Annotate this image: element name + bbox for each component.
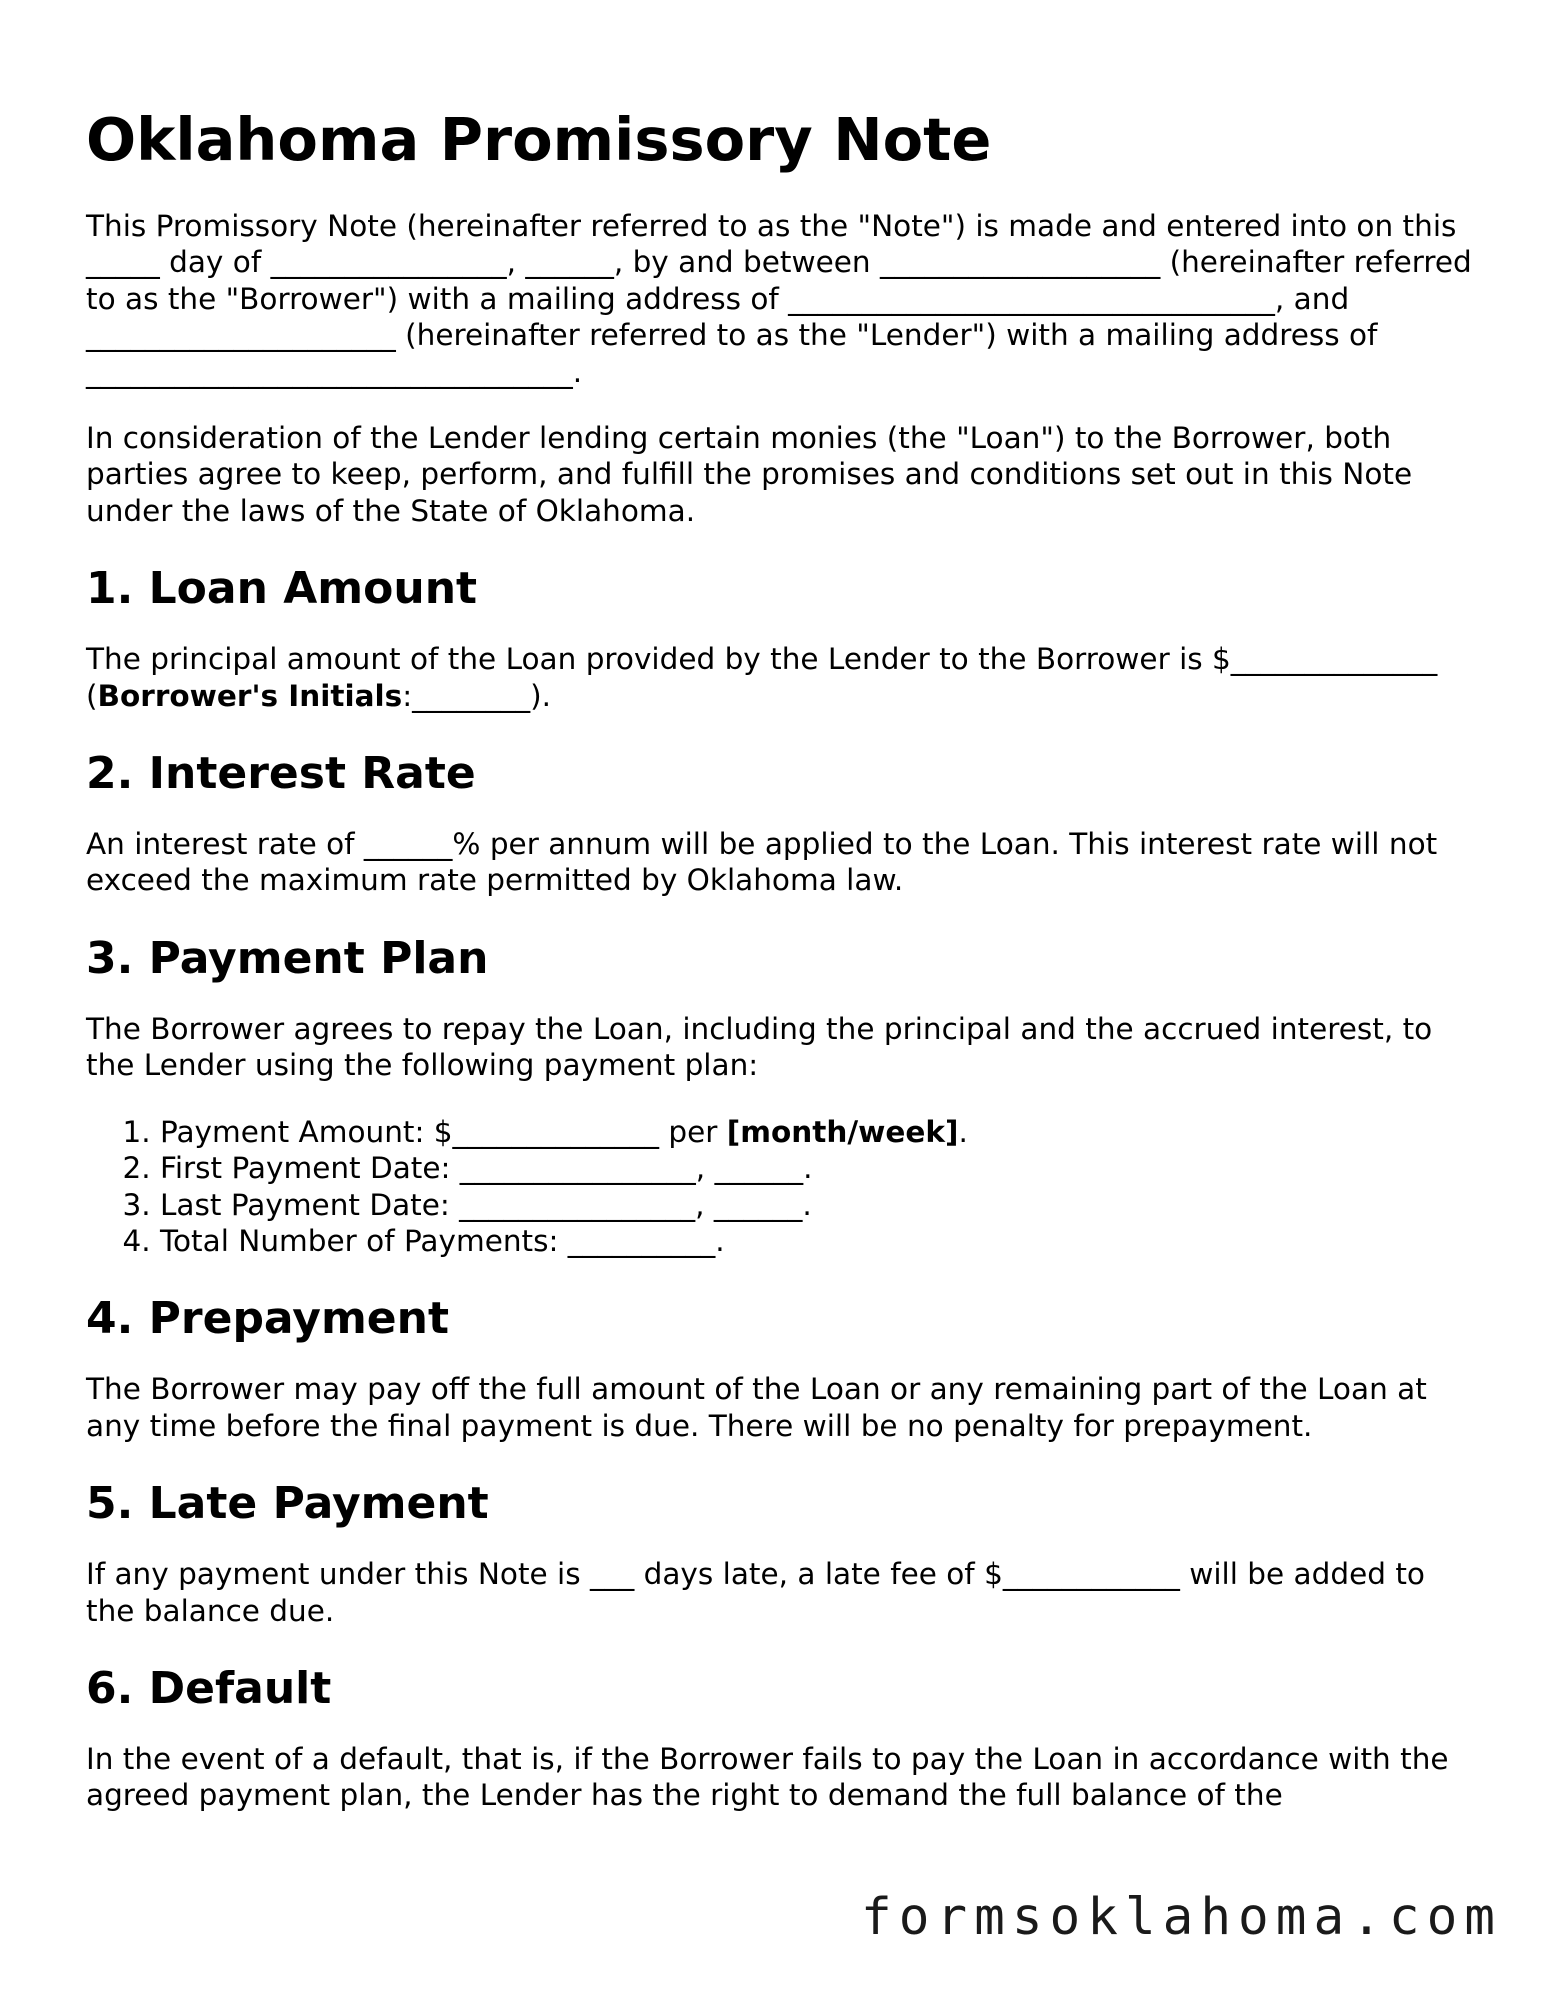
loan-amount-text-before: The principal amount of the Loan provided by the Lender to the Borrower is $______________ ( — [86, 642, 1438, 713]
list-item — [160, 1150, 1476, 1186]
document-page — [86, 100, 1476, 1844]
section-payment-plan — [86, 929, 1476, 1259]
list-item-after: . — [958, 1114, 968, 1149]
list-item — [160, 1114, 1476, 1150]
watermark-text: formsoklahoma.com — [861, 1888, 1502, 1947]
section-default — [86, 1659, 1476, 1814]
section-heading: 4. Prepayment — [86, 1293, 449, 1345]
list-item-text: Payment Amount: $______________ per — [160, 1114, 727, 1149]
section-prepayment — [86, 1289, 1476, 1444]
borrower-initials-label: Borrower's Initials — [97, 678, 403, 713]
loan-amount-text — [86, 641, 1476, 714]
list-item-text: Total Number of Payments: __________. — [160, 1223, 725, 1258]
section-heading: 6. Default — [86, 1662, 332, 1714]
default-text: In the event of a default, that is, if the Borrower fails to pay the Loan in accordance with the agreed payment plan, the Lender has the right to demand the full balance of the — [86, 1741, 1449, 1813]
list-item-text: First Payment Date: ________________, ______. — [160, 1151, 813, 1186]
list-item — [160, 1187, 1476, 1223]
section-heading: 1. Loan Amount — [86, 563, 478, 615]
section-interest-rate — [86, 744, 1476, 899]
prepayment-text: The Borrower may pay off the full amount of the Loan or any remaining part of the Loan at any time before the final payment is due. There will be no penalty for prepayment. — [86, 1372, 1427, 1443]
list-item — [160, 1223, 1476, 1259]
section-heading: 3. Payment Plan — [86, 932, 489, 984]
loan-amount-text-after: :________). — [402, 678, 552, 713]
late-payment-text: If any payment under this Note is ___ days late, a late fee of $____________ will be added to the balance due. — [86, 1557, 1425, 1628]
document-title: Oklahoma Promissory Note — [86, 105, 992, 174]
section-heading: 2. Interest Rate — [86, 748, 476, 800]
payment-plan-text: The Borrower agrees to repay the Loan, including the principal and the accrued interest, to the Lender using the following payment plan: — [86, 1011, 1433, 1083]
consideration-paragraph: In consideration of the Lender lending certain monies (the "Loan") to the Borrower, both parties agree to keep, perform, and fulfill the promises and conditions set out in this Note under the laws of the State of Oklahoma. — [86, 421, 1413, 528]
section-heading: 5. Late Payment — [86, 1478, 489, 1530]
interest-rate-text: An interest rate of ______% per annum will be applied to the Loan. This interest rate will not exceed the maximum rate permitted by Oklahoma law. — [86, 827, 1438, 898]
list-item-bold: [month/week] — [726, 1114, 959, 1149]
intro-paragraph: This Promissory Note (hereinafter referred to as the "Note") is made and entered into on this _____ day of ________________, ______, by and between ___________________ (hereinafter referred to as the "Borrower") with a mailing address of _________________________________, and _____________________ (hereinafter referred to as the "Lender") with a mailing address of _________________________________. — [86, 209, 1472, 389]
section-late-payment — [86, 1474, 1476, 1629]
list-item-text: Last Payment Date: ________________, ______. — [160, 1187, 812, 1222]
payment-plan-list — [86, 1114, 1476, 1260]
section-loan-amount — [86, 559, 1476, 714]
